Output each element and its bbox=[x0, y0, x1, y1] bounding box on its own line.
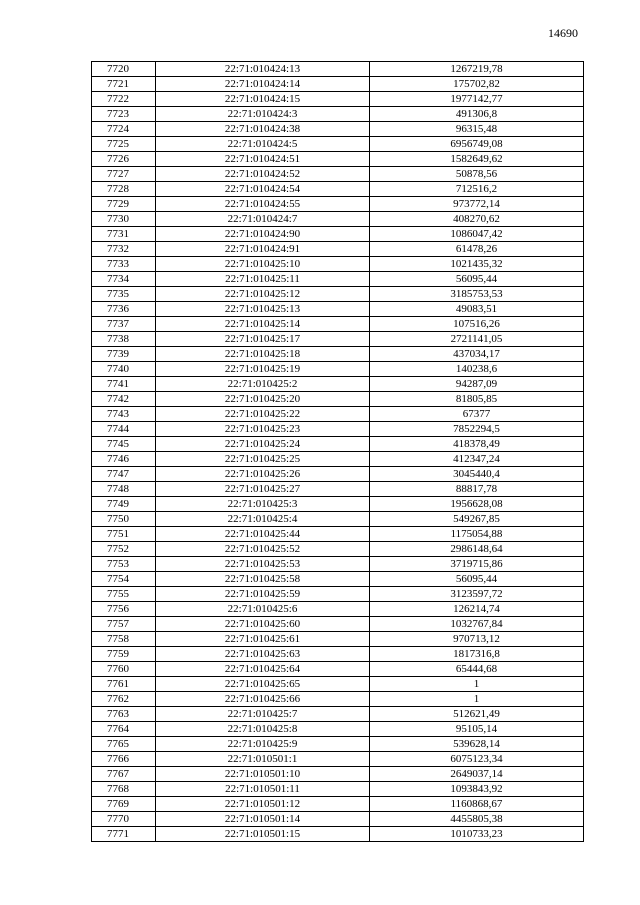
cadastral-number-cell: 22:71:010425:64 bbox=[156, 662, 370, 677]
cadastral-value-cell: 56095,44 bbox=[370, 572, 584, 587]
cadastral-value-table bbox=[91, 61, 584, 842]
table-row bbox=[92, 437, 584, 452]
cadastral-number-cell: 22:71:010425:53 bbox=[156, 557, 370, 572]
cadastral-number-cell: 22:71:010424:55 bbox=[156, 197, 370, 212]
table-body bbox=[92, 62, 584, 842]
table-row bbox=[92, 797, 584, 812]
cadastral-value-cell: 1956628,08 bbox=[370, 497, 584, 512]
cadastral-number-cell: 22:71:010424:5 bbox=[156, 137, 370, 152]
cadastral-number-cell: 22:71:010424:51 bbox=[156, 152, 370, 167]
table-row bbox=[92, 92, 584, 107]
cadastral-number-cell: 22:71:010424:38 bbox=[156, 122, 370, 137]
cadastral-value-cell: 175702,82 bbox=[370, 77, 584, 92]
row-number-cell: 7758 bbox=[92, 632, 156, 647]
cadastral-value-cell: 437034,17 bbox=[370, 347, 584, 362]
table-row bbox=[92, 302, 584, 317]
row-number-cell: 7771 bbox=[92, 827, 156, 842]
cadastral-value-cell: 412347,24 bbox=[370, 452, 584, 467]
cadastral-value-cell: 4455805,38 bbox=[370, 812, 584, 827]
row-number-cell: 7752 bbox=[92, 542, 156, 557]
row-number-cell: 7748 bbox=[92, 482, 156, 497]
cadastral-value-cell: 1032767,84 bbox=[370, 617, 584, 632]
cadastral-value-cell: 107516,26 bbox=[370, 317, 584, 332]
table-row bbox=[92, 542, 584, 557]
row-number-cell: 7743 bbox=[92, 407, 156, 422]
cadastral-number-cell: 22:71:010425:13 bbox=[156, 302, 370, 317]
row-number-cell: 7742 bbox=[92, 392, 156, 407]
table-row bbox=[92, 812, 584, 827]
row-number-cell: 7727 bbox=[92, 167, 156, 182]
cadastral-number-cell: 22:71:010425:61 bbox=[156, 632, 370, 647]
row-number-cell: 7730 bbox=[92, 212, 156, 227]
table-row bbox=[92, 392, 584, 407]
cadastral-value-cell: 1817316,8 bbox=[370, 647, 584, 662]
cadastral-value-cell: 67377 bbox=[370, 407, 584, 422]
cadastral-value-cell: 3045440,4 bbox=[370, 467, 584, 482]
row-number-cell: 7750 bbox=[92, 512, 156, 527]
cadastral-value-cell: 2721141,05 bbox=[370, 332, 584, 347]
table-row bbox=[92, 602, 584, 617]
row-number-cell: 7766 bbox=[92, 752, 156, 767]
table-row bbox=[92, 782, 584, 797]
table-row bbox=[92, 467, 584, 482]
cadastral-value-cell: 3123597,72 bbox=[370, 587, 584, 602]
cadastral-number-cell: 22:71:010425:11 bbox=[156, 272, 370, 287]
cadastral-number-cell: 22:71:010501:14 bbox=[156, 812, 370, 827]
table-row bbox=[92, 512, 584, 527]
table-row bbox=[92, 167, 584, 182]
table-row bbox=[92, 362, 584, 377]
cadastral-number-cell: 22:71:010425:23 bbox=[156, 422, 370, 437]
cadastral-value-cell: 61478,26 bbox=[370, 242, 584, 257]
cadastral-value-cell: 970713,12 bbox=[370, 632, 584, 647]
row-number-cell: 7721 bbox=[92, 77, 156, 92]
row-number-cell: 7732 bbox=[92, 242, 156, 257]
cadastral-value-cell: 418378,49 bbox=[370, 437, 584, 452]
cadastral-value-cell: 539628,14 bbox=[370, 737, 584, 752]
row-number-cell: 7765 bbox=[92, 737, 156, 752]
table-row bbox=[92, 827, 584, 842]
cadastral-number-cell: 22:71:010424:90 bbox=[156, 227, 370, 242]
table-row bbox=[92, 557, 584, 572]
cadastral-value-cell: 94287,09 bbox=[370, 377, 584, 392]
cadastral-number-cell: 22:71:010425:20 bbox=[156, 392, 370, 407]
table-row bbox=[92, 422, 584, 437]
cadastral-number-cell: 22:71:010425:8 bbox=[156, 722, 370, 737]
cadastral-value-cell: 512621,49 bbox=[370, 707, 584, 722]
cadastral-number-cell: 22:71:010425:14 bbox=[156, 317, 370, 332]
table-row bbox=[92, 317, 584, 332]
table-row bbox=[92, 122, 584, 137]
cadastral-number-cell: 22:71:010425:3 bbox=[156, 497, 370, 512]
table-row bbox=[92, 257, 584, 272]
cadastral-value-cell: 1021435,32 bbox=[370, 257, 584, 272]
table-row bbox=[92, 572, 584, 587]
table-row bbox=[92, 212, 584, 227]
row-number-cell: 7734 bbox=[92, 272, 156, 287]
cadastral-value-cell: 96315,48 bbox=[370, 122, 584, 137]
table-row bbox=[92, 632, 584, 647]
cadastral-value-cell: 126214,74 bbox=[370, 602, 584, 617]
cadastral-value-cell: 81805,85 bbox=[370, 392, 584, 407]
cadastral-value-cell: 49083,51 bbox=[370, 302, 584, 317]
row-number-cell: 7756 bbox=[92, 602, 156, 617]
table-row bbox=[92, 617, 584, 632]
cadastral-number-cell: 22:71:010424:54 bbox=[156, 182, 370, 197]
cadastral-number-cell: 22:71:010425:27 bbox=[156, 482, 370, 497]
cadastral-value-cell: 2649037,14 bbox=[370, 767, 584, 782]
table-row bbox=[92, 767, 584, 782]
row-number-cell: 7764 bbox=[92, 722, 156, 737]
cadastral-number-cell: 22:71:010425:26 bbox=[156, 467, 370, 482]
row-number-cell: 7770 bbox=[92, 812, 156, 827]
page-number: 14690 bbox=[548, 26, 578, 40]
table-row bbox=[92, 182, 584, 197]
row-number-cell: 7741 bbox=[92, 377, 156, 392]
cadastral-number-cell: 22:71:010424:3 bbox=[156, 107, 370, 122]
cadastral-value-cell: 1010733,23 bbox=[370, 827, 584, 842]
table-row bbox=[92, 332, 584, 347]
cadastral-number-cell: 22:71:010425:9 bbox=[156, 737, 370, 752]
row-number-cell: 7747 bbox=[92, 467, 156, 482]
cadastral-value-cell: 7852294,5 bbox=[370, 422, 584, 437]
row-number-cell: 7737 bbox=[92, 317, 156, 332]
table-row bbox=[92, 722, 584, 737]
cadastral-number-cell: 22:71:010425:18 bbox=[156, 347, 370, 362]
row-number-cell: 7755 bbox=[92, 587, 156, 602]
cadastral-number-cell: 22:71:010425:6 bbox=[156, 602, 370, 617]
row-number-cell: 7768 bbox=[92, 782, 156, 797]
cadastral-value-cell: 1175054,88 bbox=[370, 527, 584, 542]
table-row bbox=[92, 227, 584, 242]
row-number-cell: 7760 bbox=[92, 662, 156, 677]
cadastral-value-cell: 1 bbox=[370, 677, 584, 692]
table-row bbox=[92, 137, 584, 152]
cadastral-value-cell: 1582649,62 bbox=[370, 152, 584, 167]
cadastral-value-cell: 3719715,86 bbox=[370, 557, 584, 572]
row-number-cell: 7754 bbox=[92, 572, 156, 587]
table-row bbox=[92, 497, 584, 512]
cadastral-number-cell: 22:71:010425:22 bbox=[156, 407, 370, 422]
table-row bbox=[92, 272, 584, 287]
cadastral-value-cell: 491306,8 bbox=[370, 107, 584, 122]
table-row bbox=[92, 647, 584, 662]
cadastral-number-cell: 22:71:010425:59 bbox=[156, 587, 370, 602]
cadastral-value-cell: 408270,62 bbox=[370, 212, 584, 227]
table-row bbox=[92, 587, 584, 602]
row-number-cell: 7746 bbox=[92, 452, 156, 467]
cadastral-value-cell: 6956749,08 bbox=[370, 137, 584, 152]
row-number-cell: 7724 bbox=[92, 122, 156, 137]
cadastral-number-cell: 22:71:010424:13 bbox=[156, 62, 370, 77]
row-number-cell: 7738 bbox=[92, 332, 156, 347]
table-row bbox=[92, 107, 584, 122]
cadastral-value-cell: 1 bbox=[370, 692, 584, 707]
row-number-cell: 7736 bbox=[92, 302, 156, 317]
cadastral-number-cell: 22:71:010424:14 bbox=[156, 77, 370, 92]
row-number-cell: 7729 bbox=[92, 197, 156, 212]
row-number-cell: 7753 bbox=[92, 557, 156, 572]
table-row bbox=[92, 77, 584, 92]
row-number-cell: 7728 bbox=[92, 182, 156, 197]
row-number-cell: 7744 bbox=[92, 422, 156, 437]
cadastral-value-cell: 973772,14 bbox=[370, 197, 584, 212]
row-number-cell: 7723 bbox=[92, 107, 156, 122]
row-number-cell: 7739 bbox=[92, 347, 156, 362]
table-row bbox=[92, 452, 584, 467]
cadastral-value-cell: 56095,44 bbox=[370, 272, 584, 287]
cadastral-number-cell: 22:71:010425:7 bbox=[156, 707, 370, 722]
cadastral-number-cell: 22:71:010425:19 bbox=[156, 362, 370, 377]
cadastral-value-cell: 6075123,34 bbox=[370, 752, 584, 767]
cadastral-number-cell: 22:71:010424:15 bbox=[156, 92, 370, 107]
table-row bbox=[92, 287, 584, 302]
table-row bbox=[92, 677, 584, 692]
cadastral-value-cell: 50878,56 bbox=[370, 167, 584, 182]
cadastral-value-cell: 1086047,42 bbox=[370, 227, 584, 242]
table-row bbox=[92, 347, 584, 362]
cadastral-number-cell: 22:71:010425:4 bbox=[156, 512, 370, 527]
row-number-cell: 7757 bbox=[92, 617, 156, 632]
row-number-cell: 7720 bbox=[92, 62, 156, 77]
cadastral-number-cell: 22:71:010425:17 bbox=[156, 332, 370, 347]
cadastral-number-cell: 22:71:010425:58 bbox=[156, 572, 370, 587]
cadastral-value-cell: 1093843,92 bbox=[370, 782, 584, 797]
row-number-cell: 7761 bbox=[92, 677, 156, 692]
table-row bbox=[92, 752, 584, 767]
cadastral-number-cell: 22:71:010425:25 bbox=[156, 452, 370, 467]
row-number-cell: 7751 bbox=[92, 527, 156, 542]
cadastral-value-cell: 140238,6 bbox=[370, 362, 584, 377]
cadastral-number-cell: 22:71:010424:7 bbox=[156, 212, 370, 227]
table-row bbox=[92, 377, 584, 392]
table-row bbox=[92, 62, 584, 77]
table-row bbox=[92, 692, 584, 707]
cadastral-number-cell: 22:71:010425:66 bbox=[156, 692, 370, 707]
cadastral-number-cell: 22:71:010501:11 bbox=[156, 782, 370, 797]
cadastral-value-cell: 549267,85 bbox=[370, 512, 584, 527]
cadastral-value-cell: 1267219,78 bbox=[370, 62, 584, 77]
row-number-cell: 7733 bbox=[92, 257, 156, 272]
cadastral-number-cell: 22:71:010425:10 bbox=[156, 257, 370, 272]
cadastral-number-cell: 22:71:010501:15 bbox=[156, 827, 370, 842]
table-row bbox=[92, 152, 584, 167]
row-number-cell: 7759 bbox=[92, 647, 156, 662]
cadastral-number-cell: 22:71:010425:2 bbox=[156, 377, 370, 392]
cadastral-number-cell: 22:71:010501:1 bbox=[156, 752, 370, 767]
row-number-cell: 7745 bbox=[92, 437, 156, 452]
cadastral-number-cell: 22:71:010425:12 bbox=[156, 287, 370, 302]
cadastral-number-cell: 22:71:010424:91 bbox=[156, 242, 370, 257]
cadastral-value-cell: 88817,78 bbox=[370, 482, 584, 497]
table-row bbox=[92, 527, 584, 542]
row-number-cell: 7763 bbox=[92, 707, 156, 722]
cadastral-value-cell: 3185753,53 bbox=[370, 287, 584, 302]
cadastral-number-cell: 22:71:010425:24 bbox=[156, 437, 370, 452]
cadastral-value-cell: 95105,14 bbox=[370, 722, 584, 737]
cadastral-value-cell: 65444,68 bbox=[370, 662, 584, 677]
cadastral-number-cell: 22:71:010425:44 bbox=[156, 527, 370, 542]
cadastral-number-cell: 22:71:010425:65 bbox=[156, 677, 370, 692]
cadastral-number-cell: 22:71:010501:12 bbox=[156, 797, 370, 812]
cadastral-number-cell: 22:71:010425:60 bbox=[156, 617, 370, 632]
row-number-cell: 7769 bbox=[92, 797, 156, 812]
cadastral-value-cell: 712516,2 bbox=[370, 182, 584, 197]
table-row bbox=[92, 737, 584, 752]
row-number-cell: 7722 bbox=[92, 92, 156, 107]
row-number-cell: 7726 bbox=[92, 152, 156, 167]
row-number-cell: 7767 bbox=[92, 767, 156, 782]
table-row bbox=[92, 242, 584, 257]
row-number-cell: 7762 bbox=[92, 692, 156, 707]
cadastral-value-cell: 2986148,64 bbox=[370, 542, 584, 557]
cadastral-value-cell: 1160868,67 bbox=[370, 797, 584, 812]
row-number-cell: 7735 bbox=[92, 287, 156, 302]
table-row bbox=[92, 197, 584, 212]
row-number-cell: 7725 bbox=[92, 137, 156, 152]
table-row bbox=[92, 407, 584, 422]
table-row bbox=[92, 482, 584, 497]
table-row bbox=[92, 662, 584, 677]
cadastral-number-cell: 22:71:010501:10 bbox=[156, 767, 370, 782]
cadastral-number-cell: 22:71:010425:52 bbox=[156, 542, 370, 557]
cadastral-number-cell: 22:71:010425:63 bbox=[156, 647, 370, 662]
table-row bbox=[92, 707, 584, 722]
cadastral-value-cell: 1977142,77 bbox=[370, 92, 584, 107]
row-number-cell: 7749 bbox=[92, 497, 156, 512]
cadastral-number-cell: 22:71:010424:52 bbox=[156, 167, 370, 182]
row-number-cell: 7731 bbox=[92, 227, 156, 242]
row-number-cell: 7740 bbox=[92, 362, 156, 377]
